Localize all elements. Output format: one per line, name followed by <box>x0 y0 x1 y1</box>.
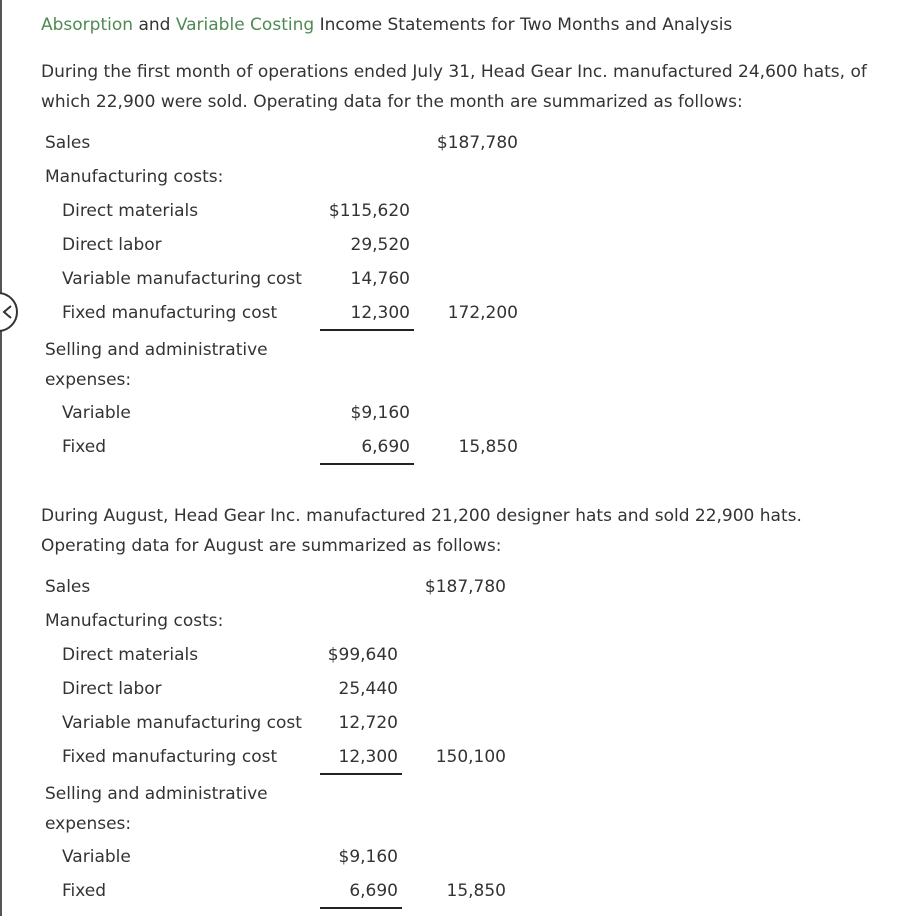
august-mfg-total: 150,100 <box>435 747 506 767</box>
august-vmc-label: Variable manufacturing cost <box>62 713 302 733</box>
july-mfg-underline <box>320 329 414 331</box>
august-dl-label: Direct labor <box>62 679 162 699</box>
august-vmc-value: 12,720 <box>338 713 398 733</box>
july-sa-total: 15,850 <box>458 437 518 457</box>
august-intro: During August, Head Gear Inc. manufactured 21,200 designer hats and sold 22,900 hats. Operating data for August are summarized as follows: <box>41 506 802 556</box>
back-button[interactable] <box>0 292 18 332</box>
august-sa-var-label: Variable <box>62 847 131 867</box>
august-dm-value: $99,640 <box>327 645 398 665</box>
variable-costing-link[interactable]: Variable Costing <box>175 15 315 35</box>
july-sales-label: Sales <box>45 133 91 153</box>
july-dl-value: 29,520 <box>350 235 410 255</box>
july-sa-underline <box>320 463 414 465</box>
july-sa-var-value: $9,160 <box>350 403 410 423</box>
august-sa-var-value: $9,160 <box>338 847 398 867</box>
august-dm-label: Direct materials <box>62 645 199 665</box>
july-dm-label: Direct materials <box>62 201 199 221</box>
july-sa-var-label: Variable <box>62 403 131 423</box>
july-dl-label: Direct labor <box>62 235 162 255</box>
july-fmc-label: Fixed manufacturing cost <box>62 303 278 323</box>
july-sa-label-2: expenses: <box>45 370 132 390</box>
july-mfg-label: Manufacturing costs: <box>45 167 224 187</box>
july-fmc-value: 12,300 <box>350 303 410 323</box>
title-and: and <box>138 15 171 35</box>
august-fmc-label: Fixed manufacturing cost <box>62 747 278 767</box>
july-dm-value: $115,620 <box>328 201 410 221</box>
august-sa-label-2: expenses: <box>45 814 132 834</box>
august-sa-total: 15,850 <box>446 881 506 901</box>
chevron-left-icon <box>2 305 12 319</box>
july-sales-value: $187,780 <box>436 133 518 153</box>
august-sa-underline <box>320 907 402 909</box>
august-sa-label-1: Selling and administrative <box>45 784 268 804</box>
july-sa-fix-label: Fixed <box>62 437 107 457</box>
title-rest: Income Statements for Two Months and Analysis <box>319 15 733 35</box>
august-mfg-label: Manufacturing costs: <box>45 611 224 631</box>
july-sa-fix-value: 6,690 <box>361 437 410 457</box>
july-mfg-total: 172,200 <box>447 303 518 323</box>
july-vmc-label: Variable manufacturing cost <box>62 269 302 289</box>
july-intro: During the first month of operations ended July 31, Head Gear Inc. manufactured 24,600 hats, of which 22,900 were sold. Operating data for the month are summarized as follows: <box>41 62 867 112</box>
july-sa-label-1: Selling and administrative <box>45 340 268 360</box>
august-sa-fix-value: 6,690 <box>349 881 398 901</box>
august-sa-fix-label: Fixed <box>62 881 107 901</box>
august-sales-label: Sales <box>45 577 91 597</box>
august-dl-value: 25,440 <box>338 679 398 699</box>
absorption-link[interactable]: Absorption <box>41 15 134 35</box>
august-fmc-value: 12,300 <box>338 747 398 767</box>
july-vmc-value: 14,760 <box>350 269 410 289</box>
august-mfg-underline <box>320 773 402 775</box>
left-border <box>0 0 2 916</box>
page-title <box>41 15 732 35</box>
august-sales-value: $187,780 <box>424 577 506 597</box>
